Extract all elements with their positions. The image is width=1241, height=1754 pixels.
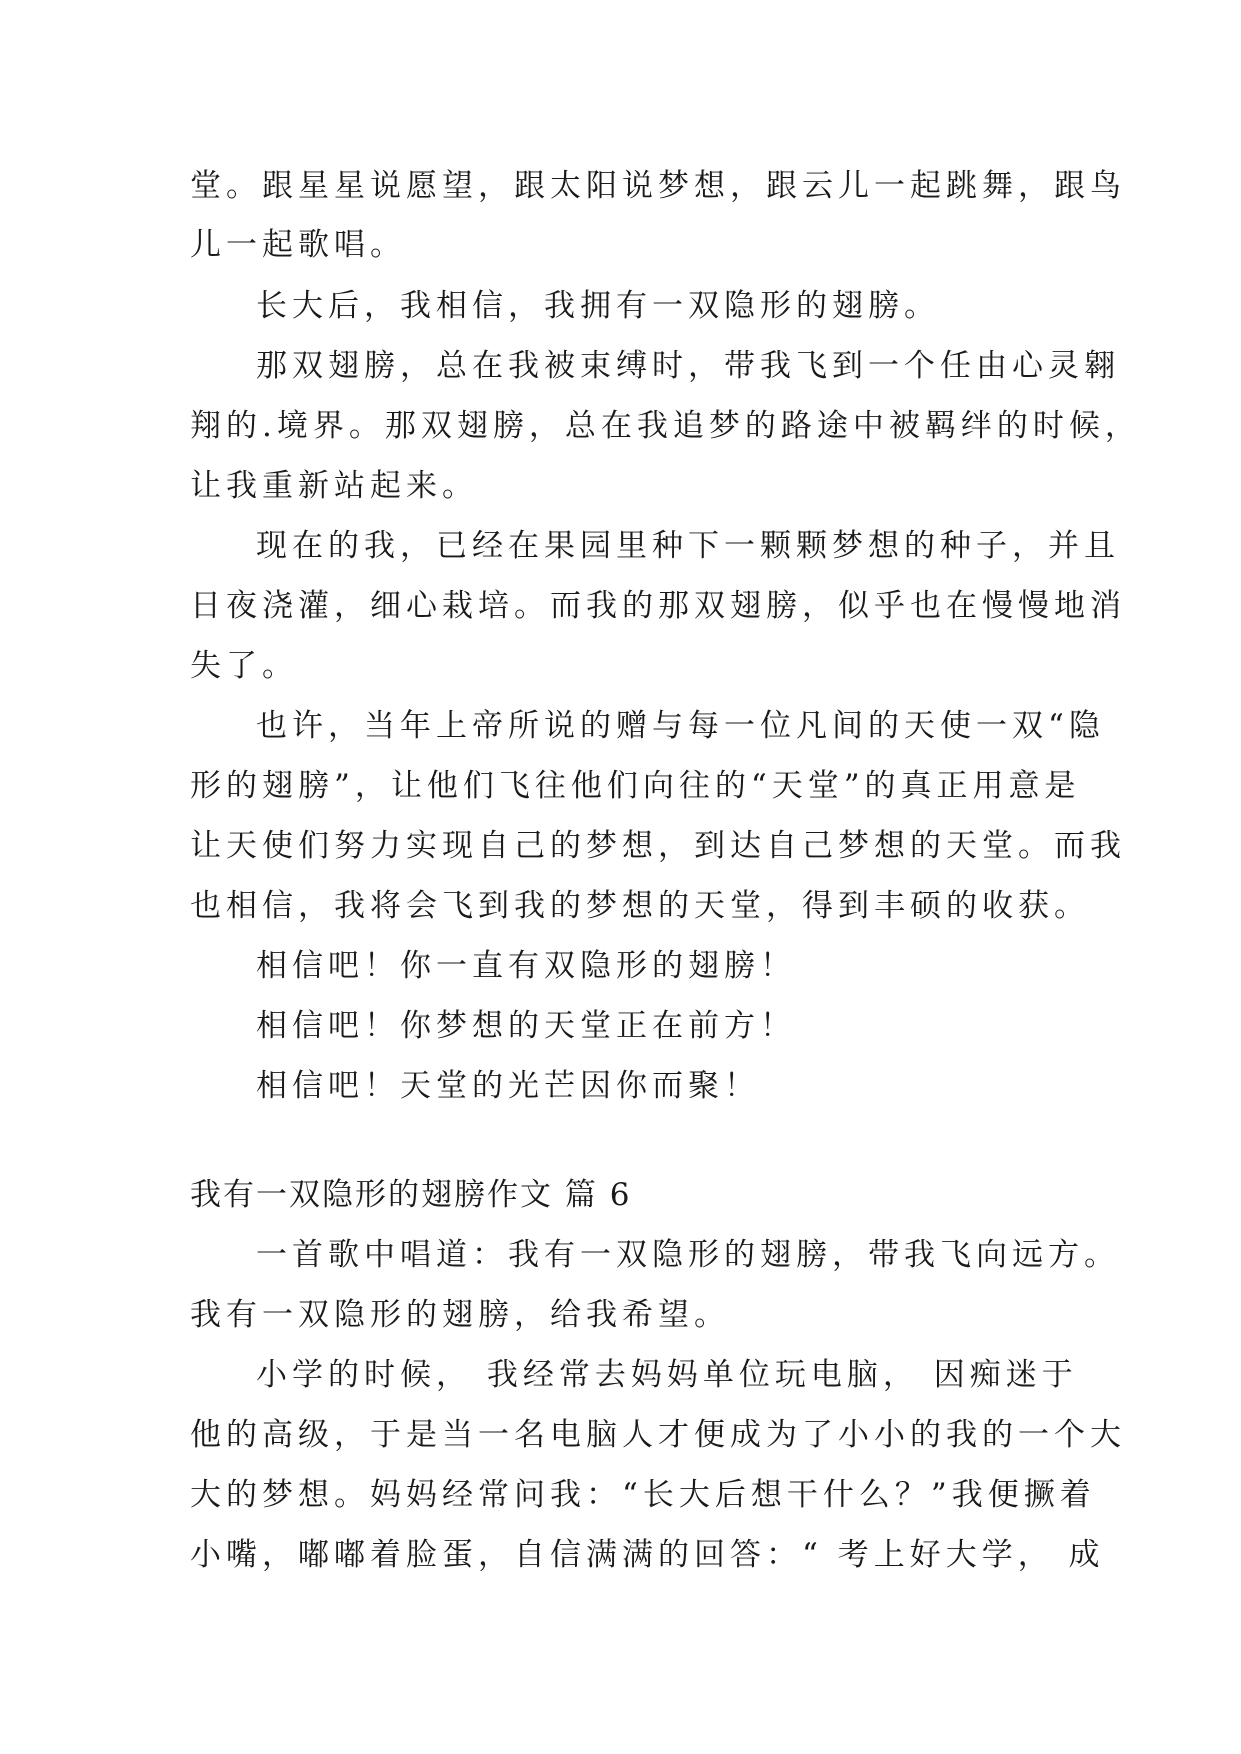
text-line: 儿一起歌唱。 (190, 227, 406, 263)
text-line: 他的高级，于是当一名电脑人才便成为了小小的我的一个大 (190, 1417, 1126, 1453)
text-line: 现在的我，已经在果园里种下一颗颗梦想的种子，并且 (256, 528, 1120, 564)
text-line: 让天使们努力实现自己的梦想，到达自己梦想的天堂。而我 (190, 828, 1126, 864)
text-line: 翔的.境界。那双翅膀，总在我追梦的路途中被羁绊的时候， (190, 408, 1141, 444)
text-line: 形的翅膀”，让他们飞往他们向往的“天堂”的真正用意是 (190, 768, 1081, 804)
text-line: 小学的时候， 我经常去妈妈单位玩电脑， 因痴迷于 (256, 1357, 1078, 1393)
text-line: 日夜浇灌，细心栽培。而我的那双翅膀，似乎也在慢慢地消 (190, 588, 1126, 624)
text-line: 相信吧！你梦想的天堂正在前方！ (256, 1008, 796, 1044)
text-line: 失了。 (190, 648, 298, 684)
text-line: 我有一双隐形的翅膀，给我希望。 (190, 1297, 730, 1333)
text-line: 相信吧！天堂的光芒因你而聚！ (256, 1068, 760, 1104)
text-line: 也相信，我将会飞到我的梦想的天堂，得到丰硕的收获。 (190, 888, 1090, 924)
text-line: 也许，当年上帝所说的赠与每一位凡间的天使一双“隐 (256, 708, 1105, 744)
text-line: 那双翅膀，总在我被束缚时，带我飞到一个任由心灵翱 (256, 348, 1120, 384)
text-line: 相信吧！你一直有双隐形的翅膀！ (256, 948, 796, 984)
text-line: 长大后，我相信，我拥有一双隐形的翅膀。 (256, 288, 940, 324)
section-heading: 我有一双隐形的翅膀作文 篇 6 (190, 1177, 632, 1213)
text-line: 让我重新站起来。 (190, 468, 478, 504)
text-line: 一首歌中唱道：我有一双隐形的翅膀，带我飞向远方。 (256, 1237, 1120, 1273)
text-line: 小嘴，嘟嘟着脸蛋，自信满满的回答：“ 考上好大学， 成 (190, 1537, 1105, 1573)
text-line: 大的梦想。妈妈经常问我：“长大后想干什么？”我便撅着 (190, 1477, 1096, 1513)
text-line: 堂。跟星星说愿望，跟太阳说梦想，跟云儿一起跳舞，跟鸟 (190, 168, 1126, 204)
